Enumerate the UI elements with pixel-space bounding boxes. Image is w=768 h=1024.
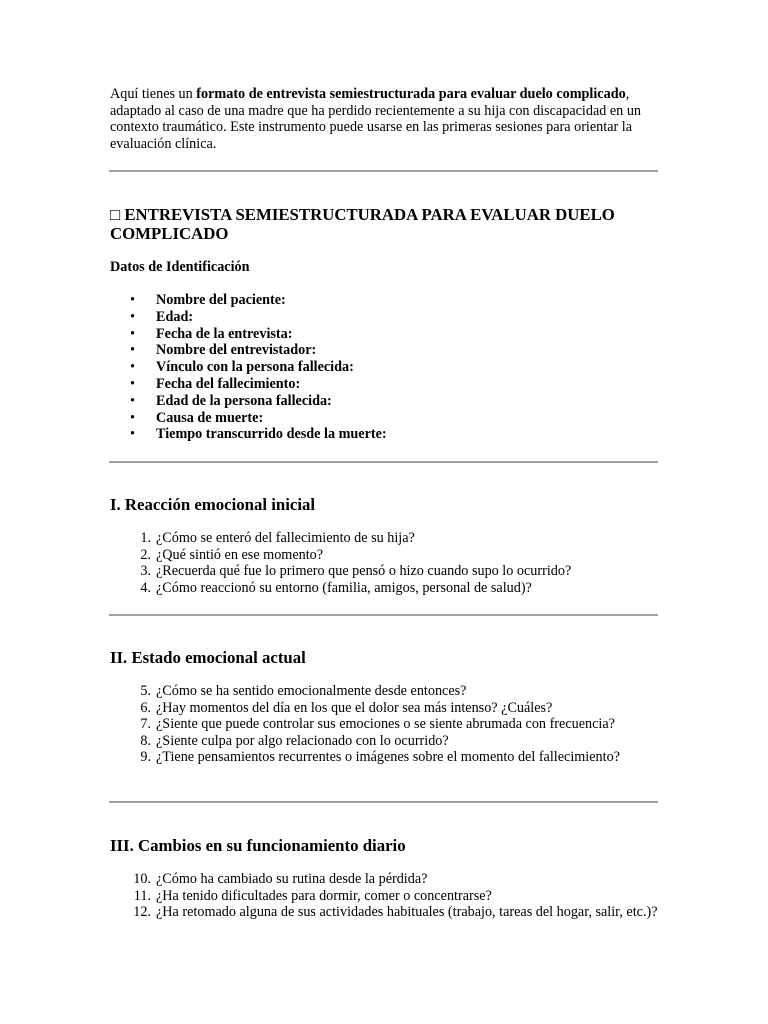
question-item (110, 563, 670, 580)
question-text: ¿Hay momentos del día en los que el dolor sea más intenso? ¿Cuáles? (156, 699, 553, 716)
question-item (110, 683, 670, 700)
field-interview-date: • Fecha de la entrevista: (110, 326, 387, 343)
section-heading-2: II. Estado emocional actual (110, 648, 306, 667)
question-text: ¿Cómo ha cambiado su rutina desde la pérdida? (156, 871, 428, 887)
question-number: 3. (140, 563, 151, 580)
question-number: 5. (140, 683, 151, 699)
question-text: ¿Cómo se enteró del fallecimiento de su hija? (156, 530, 415, 546)
field-relationship: • Vínculo con la persona fallecida: (110, 359, 387, 376)
question-text: ¿Ha retomado alguna de sus actividades habituales (trabajo, tareas del hogar, salir, etc.)? (156, 904, 658, 921)
question-item (110, 749, 670, 766)
question-text: ¿Ha tenido dificultades para dormir, comer o concentrarse? (156, 887, 492, 904)
field-age: • Edad: (110, 309, 387, 326)
intro-paragraph (110, 86, 658, 152)
question-item (110, 888, 670, 905)
question-item (110, 530, 670, 547)
question-item (110, 716, 670, 733)
question-text: ¿Siente que puede controlar sus emociones o se siente abrumada con frecuencia? (156, 716, 615, 733)
intro-text-2: , adaptado al caso de una madre que ha perdido recientemente a su hija con discapacidad en un contexto traumático. Este instrumento puede usarse en las primeras sesiones para orientar la evaluación clínica. (110, 86, 642, 152)
question-number: 2. (140, 546, 151, 563)
separator-1 (109, 170, 658, 172)
question-number: 4. (140, 579, 151, 596)
field-time-elapsed: • Tiempo transcurrido desde la muerte: (110, 426, 387, 443)
question-number: 9. (140, 749, 151, 766)
question-number: 11. (133, 887, 151, 904)
question-number: 1. (140, 530, 151, 546)
question-item (110, 580, 670, 597)
separator-2 (109, 461, 658, 463)
identification-heading: Datos de Identificación (110, 259, 250, 275)
section-3-questions (110, 871, 670, 921)
question-text: ¿Recuerda qué fue lo primero que pensó o hizo cuando supo lo ocurrido? (156, 563, 572, 580)
question-number: 7. (140, 716, 151, 733)
section-heading-1: I. Reacción emocional inicial (110, 495, 316, 514)
field-death-date: • Fecha del fallecimiento: (110, 376, 387, 393)
separator-4 (109, 801, 658, 803)
question-number: 10. (133, 871, 151, 887)
intro-text-1: Aquí tienes un (110, 86, 197, 102)
question-number: 12. (133, 904, 151, 921)
section-heading-3: III. Cambios en su funcionamiento diario (110, 836, 406, 855)
question-item (110, 871, 670, 888)
question-item (110, 547, 670, 564)
question-text: ¿Cómo reaccionó su entorno (familia, amigos, personal de salud)? (156, 579, 532, 596)
section-1-questions (110, 530, 670, 596)
question-text: ¿Qué sintió en ese momento? (156, 546, 324, 563)
question-item (110, 700, 670, 717)
section-2-questions (110, 683, 670, 766)
question-item (110, 733, 670, 750)
intro-bold-phrase: formato de entrevista semiestructurada para evaluar duelo complicado (196, 86, 626, 102)
identification-fields (110, 292, 387, 443)
question-number: 8. (140, 732, 151, 749)
field-deceased-age: • Edad de la persona fallecida: (110, 393, 387, 410)
question-text: ¿Tiene pensamientos recurrentes o imágenes sobre el momento del fallecimiento? (156, 749, 620, 766)
question-item (110, 904, 670, 921)
document-title: □ ENTREVISTA SEMIESTRUCTURADA PARA EVALUAR DUELO COMPLICADO (110, 205, 615, 243)
field-interviewer-name: • Nombre del entrevistador: (110, 342, 387, 359)
question-text: ¿Siente culpa por algo relacionado con lo ocurrido? (156, 732, 449, 749)
separator-3 (109, 614, 658, 616)
field-cause-of-death: • Causa de muerte: (110, 410, 387, 427)
question-number: 6. (140, 699, 151, 716)
field-patient-name: • Nombre del paciente: (110, 292, 387, 309)
question-text: ¿Cómo se ha sentido emocionalmente desde entonces? (156, 683, 467, 699)
